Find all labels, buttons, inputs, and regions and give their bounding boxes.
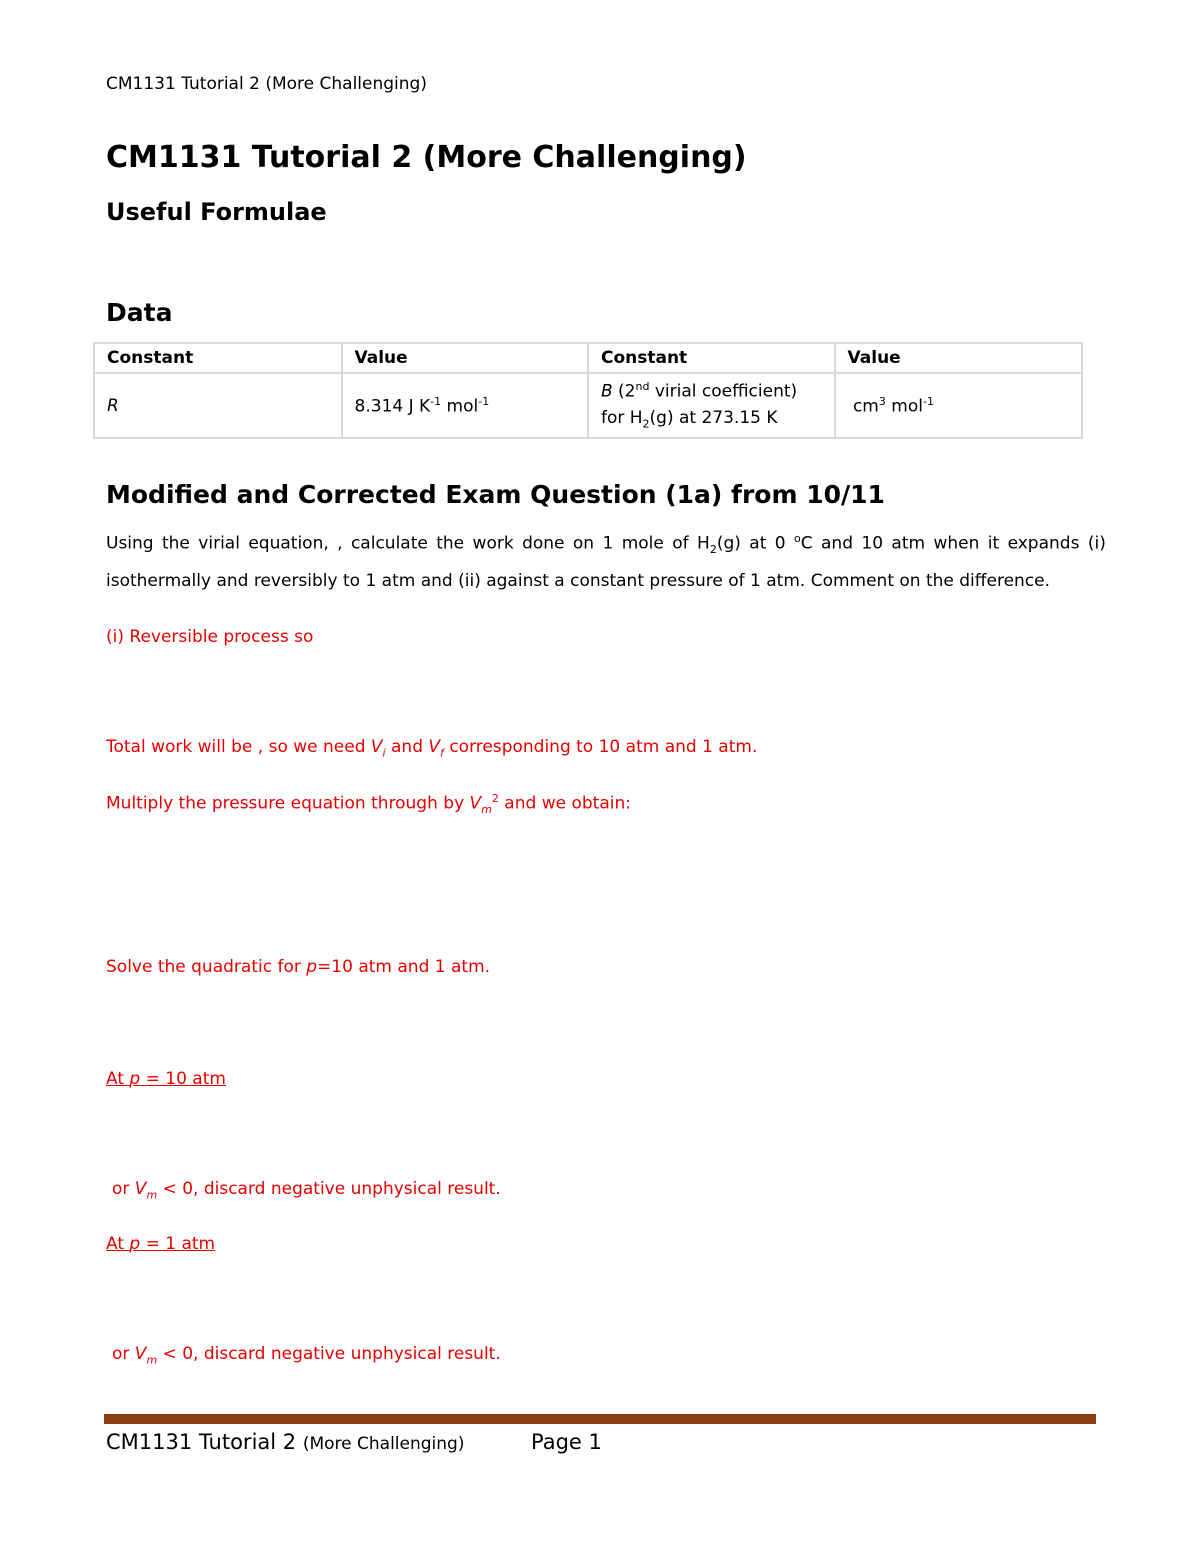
gas-constant-value: 8.314 J $K^{-1}$ mol$^{-1}$ (342, 373, 588, 438)
reversible-process-text: (i) Reversible process so (106, 627, 314, 647)
table-header-row (94, 343, 1082, 373)
page-title: CM1131 Tutorial 2 (More Challenging) (106, 140, 747, 175)
discard-negative-text: or $V_m < 0$, discard negative unphysical result. (112, 1179, 501, 1202)
multiply-equation-text: Multiply the pressure equation through by $V_m^2$ and we obtain: (106, 792, 631, 817)
discard-negative-text: or $V_m < 0$, discard negative unphysical result. (112, 1344, 501, 1367)
solve-quadratic-text: Solve the quadratic for p=10 atm and 1 atm. (106, 957, 491, 977)
constants-table (93, 342, 1083, 439)
question-text-line: Using the virial equation, , calculate the work done on 1 mole of $H_2(g)$ at 0 $^o$C and 10 atm when it expands (i) (106, 532, 1106, 557)
data-heading: Data (106, 298, 173, 327)
virial-coefficient-label: B (2nd virial coefficient) for $H_2(g)$ at 273.15 K (588, 373, 835, 438)
virial-coefficient-value: $cm^3$ mol$^{-1}$ (835, 373, 1082, 438)
useful-formulae-heading: Useful Formulae (106, 198, 327, 226)
question-heading: Modified and Corrected Exam Question (1a) from 10/11 (106, 480, 885, 509)
footer-page-number: Page 1 (531, 1430, 602, 1454)
table-header-cell: Value (342, 343, 588, 373)
gas-constant-symbol: R (94, 373, 342, 438)
question-text-line: isothermally and reversibly to 1 atm and (ii) against a constant pressure of 1 atm. Comment on the difference. (106, 571, 1051, 591)
running-header: CM1131 Tutorial 2 (More Challenging) (106, 74, 427, 94)
table-row (94, 373, 1082, 438)
table-header-cell: Constant (94, 343, 342, 373)
at-10-atm-heading: At p = 10 atm (106, 1069, 226, 1089)
at-1-atm-heading: At p = 1 atm (106, 1234, 216, 1254)
table-header-cell: Value (835, 343, 1082, 373)
table-header-cell: Constant (588, 343, 835, 373)
total-work-text: Total work will be , so we need $V_i$ and $V_f$ corresponding to 10 atm and 1 atm. (106, 737, 758, 760)
footer-rule (104, 1414, 1096, 1424)
footer-title: CM1131 Tutorial 2 (More Challenging) (106, 1430, 465, 1454)
